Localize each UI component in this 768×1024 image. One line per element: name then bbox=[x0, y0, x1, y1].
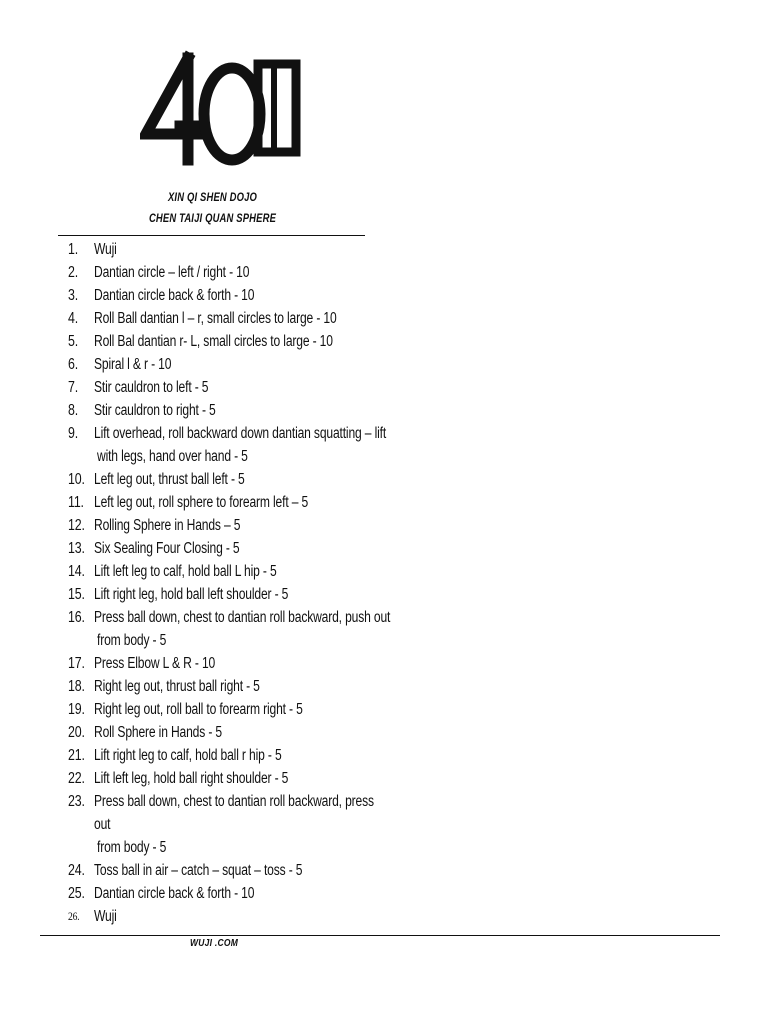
list-item bbox=[60, 744, 380, 767]
list-item bbox=[60, 859, 380, 882]
step-text: Wuji bbox=[94, 241, 117, 258]
step-number: 18. bbox=[68, 678, 85, 695]
step-text: Toss ball in air – catch – squat – toss - 5 bbox=[94, 862, 303, 879]
step-number: 6. bbox=[68, 356, 79, 373]
list-item bbox=[60, 560, 380, 583]
step-number: 10. bbox=[68, 471, 85, 488]
list-item bbox=[60, 376, 380, 399]
list-item bbox=[60, 284, 380, 307]
step-number: 5. bbox=[68, 333, 79, 350]
list-item bbox=[60, 399, 380, 422]
footer-divider bbox=[40, 935, 720, 936]
step-text: Lift left leg to calf, hold ball L hip - 5 bbox=[94, 563, 277, 580]
list-item bbox=[60, 330, 380, 353]
step-number: 9. bbox=[68, 425, 79, 442]
step-number: 19. bbox=[68, 701, 85, 718]
step-list bbox=[60, 238, 391, 928]
list-item bbox=[60, 905, 380, 928]
dojo-name: XIN QI SHEN DOJO bbox=[167, 192, 258, 204]
step-text: Right leg out, thrust ball right - 5 bbox=[94, 678, 260, 695]
step-number: 22. bbox=[68, 770, 85, 787]
step-number: 25. bbox=[68, 885, 85, 902]
step-text: Lift left leg, hold ball right shoulder - 5 bbox=[94, 770, 289, 787]
list-item bbox=[60, 583, 380, 606]
step-text: Dantian circle back & forth - 10 bbox=[94, 287, 255, 304]
step-number: 11. bbox=[68, 494, 84, 511]
step-text: Dantian circle back & forth - 10 bbox=[94, 885, 255, 902]
list-item bbox=[60, 468, 380, 491]
step-text: Dantian circle – left / right - 10 bbox=[94, 264, 250, 281]
list-item bbox=[60, 537, 380, 560]
step-text: Stir cauldron to left - 5 bbox=[94, 379, 209, 396]
step-text: with legs, hand over hand - 5 bbox=[97, 448, 248, 465]
step-number: 14. bbox=[68, 563, 85, 580]
footer-text: WUJI .COM bbox=[190, 938, 239, 949]
step-text: from body - 5 bbox=[97, 632, 167, 649]
step-text: Lift right leg, hold ball left shoulder - 5 bbox=[94, 586, 289, 603]
step-number: 12. bbox=[68, 517, 85, 534]
step-number: 24. bbox=[68, 862, 85, 879]
list-item bbox=[60, 238, 380, 261]
step-text: Roll Sphere in Hands - 5 bbox=[94, 724, 222, 741]
list-item bbox=[60, 882, 380, 905]
step-number: 23. bbox=[68, 793, 85, 810]
step-number: 1. bbox=[68, 241, 79, 258]
step-number: 17. bbox=[68, 655, 85, 672]
list-item bbox=[60, 698, 380, 721]
step-text: Lift overhead, roll backward down dantian squatting – lift bbox=[94, 425, 387, 442]
step-text: Roll Ball dantian l – r, small circles to large - 10 bbox=[94, 310, 337, 327]
step-number: 8. bbox=[68, 402, 79, 419]
step-text: Roll Bal dantian r- L, small circles to large - 10 bbox=[94, 333, 333, 350]
step-number: 20. bbox=[68, 724, 85, 741]
step-number: 2. bbox=[68, 264, 79, 281]
step-number: 16. bbox=[68, 609, 85, 626]
step-text: Rolling Sphere in Hands – 5 bbox=[94, 517, 241, 534]
step-text: Press ball down, chest to dantian roll backward, push out bbox=[94, 609, 391, 626]
list-item bbox=[60, 652, 380, 675]
step-text: Six Sealing Four Closing - 5 bbox=[94, 540, 240, 557]
401-logo bbox=[140, 50, 310, 170]
step-text: Spiral l & r - 10 bbox=[94, 356, 172, 373]
step-text: Left leg out, thrust ball left - 5 bbox=[94, 471, 245, 488]
list-item bbox=[60, 261, 380, 284]
step-text: Left leg out, roll sphere to forearm left – 5 bbox=[94, 494, 309, 511]
list-item bbox=[60, 675, 380, 698]
list-item bbox=[60, 514, 380, 537]
step-text: from body - 5 bbox=[97, 839, 167, 856]
step-number: 21. bbox=[68, 747, 85, 764]
step-number: 15. bbox=[68, 586, 85, 603]
list-item bbox=[60, 767, 380, 790]
step-number: 26. bbox=[68, 909, 80, 923]
list-item bbox=[60, 606, 391, 652]
list-item bbox=[60, 721, 380, 744]
list-item bbox=[60, 307, 380, 330]
step-number: 4. bbox=[68, 310, 79, 327]
step-number: 13. bbox=[68, 540, 85, 557]
step-number: 7. bbox=[68, 379, 79, 396]
step-text: Wuji bbox=[94, 908, 117, 925]
list-item bbox=[60, 790, 380, 859]
list-item bbox=[60, 353, 380, 376]
step-text: Lift right leg to calf, hold ball r hip - 5 bbox=[94, 747, 282, 764]
form-title: CHEN TAIJI QUAN SPHERE bbox=[148, 213, 277, 225]
step-number: 3. bbox=[68, 287, 79, 304]
step-text: Right leg out, roll ball to forearm right - 5 bbox=[94, 701, 303, 718]
step-text: Stir cauldron to right - 5 bbox=[94, 402, 216, 419]
step-text: Press Elbow L & R - 10 bbox=[94, 655, 216, 672]
list-item bbox=[60, 491, 380, 514]
header-divider bbox=[58, 235, 365, 236]
list-item bbox=[60, 422, 387, 468]
step-text: Press ball down, chest to dantian roll backward, press out bbox=[94, 793, 374, 833]
